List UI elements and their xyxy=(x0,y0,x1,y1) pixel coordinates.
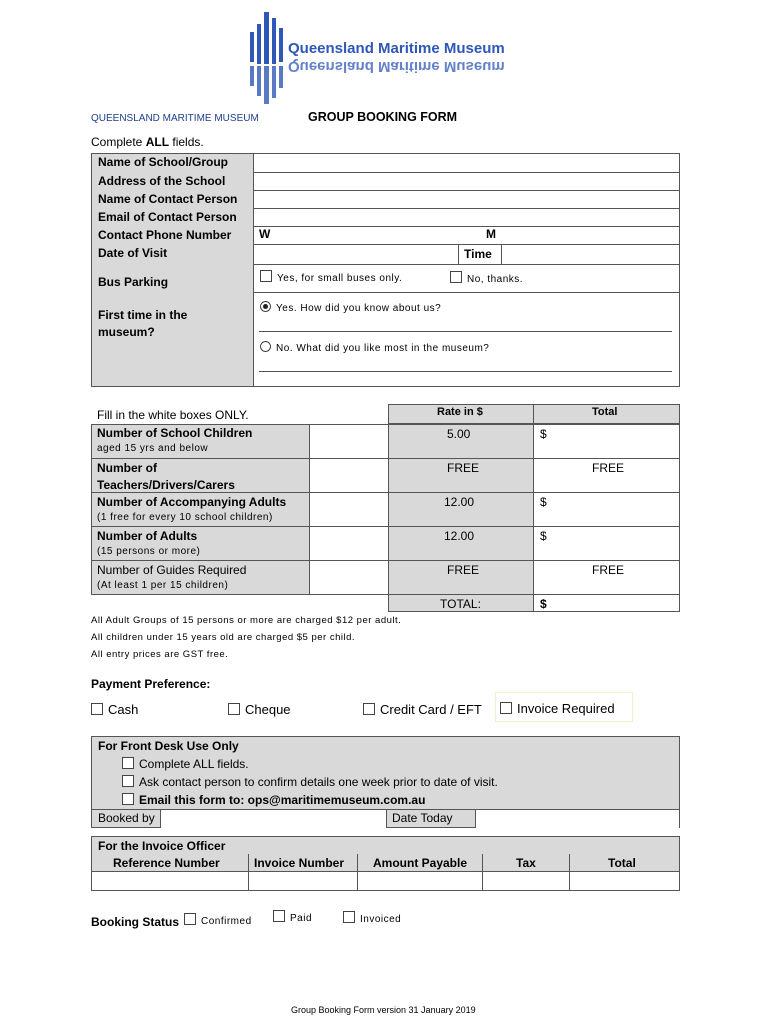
form-title: GROUP BOOKING FORM xyxy=(308,110,458,124)
accompanying-adults-count-input[interactable] xyxy=(310,493,388,526)
phone-w-label: W xyxy=(259,227,271,241)
visit-date-input[interactable] xyxy=(254,245,458,264)
grand-total-label: TOTAL: xyxy=(440,597,481,611)
total-value: $ xyxy=(540,495,547,509)
radio-icon[interactable] xyxy=(260,341,271,352)
rates-rate-column xyxy=(388,424,534,612)
checkbox-icon[interactable] xyxy=(500,702,512,714)
phone-mobile-input[interactable] xyxy=(474,227,679,244)
rate-row-school-children xyxy=(97,426,252,454)
rates-header xyxy=(388,404,680,424)
museum-logo xyxy=(248,10,518,105)
amount-payable-input[interactable] xyxy=(358,872,482,890)
row-label: Number of Teachers/Drivers/Carers xyxy=(97,461,235,492)
invoice-col-total: Total xyxy=(608,856,636,870)
row-label: Number of Accompanying Adults xyxy=(97,495,287,509)
checkbox-icon[interactable] xyxy=(363,703,375,715)
guides-count-input[interactable] xyxy=(310,561,388,594)
rate-value: 5.00 xyxy=(447,427,471,441)
row-label: Number of School Children xyxy=(97,426,253,440)
rate-value: FREE xyxy=(447,563,480,577)
logo-text-reflection: Queensland Maritime Museum xyxy=(288,58,505,75)
row-sub: (At least 1 per 15 children) xyxy=(97,580,229,591)
teachers-count-input[interactable] xyxy=(310,459,388,492)
total-value: $ xyxy=(540,427,547,441)
front-desk-item: Email this form to: ops@maritimemuseum.com.au xyxy=(122,793,425,807)
rates-note: Fill in the white boxes ONLY. xyxy=(97,408,249,422)
label-school-address: Address of the School xyxy=(98,174,226,188)
row-sub: (1 free for every 10 school children) xyxy=(97,512,273,523)
pricing-note: All Adult Groups of 15 persons or more are charged $12 per adult. xyxy=(91,615,402,626)
adults-count-input[interactable] xyxy=(310,527,388,560)
how-know-line[interactable] xyxy=(259,331,672,332)
rate-value: 12.00 xyxy=(444,529,475,543)
invoice-col-reference: Reference Number xyxy=(113,856,220,870)
invoice-col-tax: Tax xyxy=(516,856,536,870)
phone-work-input[interactable] xyxy=(254,227,474,244)
checkbox-icon[interactable] xyxy=(450,271,462,283)
checkbox-icon[interactable] xyxy=(184,913,196,925)
footer-version: Group Booking Form version 31 January 2019 xyxy=(291,1005,476,1015)
status-paid-option[interactable]: Paid xyxy=(273,910,312,924)
radio-selected-icon[interactable] xyxy=(260,301,271,312)
label-school-name: Name of School/Group xyxy=(98,155,229,169)
rates-total-column xyxy=(533,424,680,612)
checkbox-icon[interactable] xyxy=(122,775,134,787)
checkbox-icon[interactable] xyxy=(91,703,103,715)
row-label: Number of Guides Required xyxy=(97,563,247,577)
phone-m-label: M xyxy=(486,227,496,241)
liked-most-line[interactable] xyxy=(259,371,672,372)
front-desk-item: Ask contact person to confirm details one week prior to date of visit. xyxy=(122,775,498,789)
checkbox-icon[interactable] xyxy=(273,910,285,922)
payment-invoice-option[interactable]: Invoice Required xyxy=(495,692,633,722)
school-children-count-input[interactable] xyxy=(310,425,388,458)
rate-header: Rate in $ xyxy=(437,406,483,418)
row-sub: (15 persons or more) xyxy=(97,546,201,557)
bus-yes-option[interactable]: Yes, for small buses only. xyxy=(260,270,402,284)
time-label: Time xyxy=(464,247,492,261)
payment-cash-option[interactable]: Cash xyxy=(91,702,138,717)
invoice-col-amount: Amount Payable xyxy=(373,856,468,870)
booking-status-label: Booking Status xyxy=(91,915,180,929)
rate-row-accompanying-adults xyxy=(97,495,286,523)
status-invoiced-option[interactable]: Invoiced xyxy=(343,911,401,925)
first-time-no-option[interactable]: No. What did you like most in the museum? xyxy=(260,341,489,354)
front-desk-item: Complete ALL fields. xyxy=(122,757,249,771)
payment-cheque-option[interactable]: Cheque xyxy=(228,702,291,717)
visit-time-input[interactable] xyxy=(502,245,679,264)
booked-by-input[interactable] xyxy=(161,810,386,828)
pricing-note: All children under 15 years old are charged $5 per child. xyxy=(91,632,356,643)
invoice-col-invoice-number: Invoice Number xyxy=(254,856,345,870)
contact-name-input[interactable] xyxy=(254,191,679,208)
bus-no-option[interactable]: No, thanks. xyxy=(450,271,523,285)
label-first-time: First time in the museum? xyxy=(98,308,188,339)
date-today-input[interactable] xyxy=(476,810,679,828)
school-name-input[interactable] xyxy=(254,154,679,172)
checkbox-icon[interactable] xyxy=(260,270,272,282)
intro-text: Complete ALL fields. xyxy=(91,135,204,149)
org-name: QUEENSLAND MARITIME MUSEUM xyxy=(91,113,259,124)
pricing-note: All entry prices are GST free. xyxy=(91,649,229,660)
rate-row-guides xyxy=(97,563,246,591)
label-bus-parking: Bus Parking xyxy=(98,275,169,289)
checkbox-icon[interactable] xyxy=(228,703,240,715)
total-input[interactable] xyxy=(570,872,679,890)
total-header: Total xyxy=(592,406,618,418)
rate-value: FREE xyxy=(447,461,480,475)
date-today-label: Date Today xyxy=(392,811,453,825)
invoice-number-input[interactable] xyxy=(249,872,357,890)
checkbox-icon[interactable] xyxy=(343,911,355,923)
label-visit-date: Date of Visit xyxy=(98,246,168,260)
invoice-title: For the Invoice Officer xyxy=(98,839,226,853)
row-label: Number of Adults xyxy=(97,529,198,543)
label-contact-email: Email of Contact Person xyxy=(98,210,237,224)
row-sub: aged 15 yrs and below xyxy=(97,443,209,454)
label-contact-name: Name of Contact Person xyxy=(98,192,238,206)
total-value: FREE xyxy=(592,461,625,475)
status-confirmed-option[interactable]: Confirmed xyxy=(184,913,252,927)
reference-number-input[interactable] xyxy=(92,872,248,890)
contact-email-input[interactable] xyxy=(254,209,679,226)
checkbox-icon[interactable] xyxy=(122,757,134,769)
tax-input[interactable] xyxy=(483,872,569,890)
payment-card-option[interactable]: Credit Card / EFT xyxy=(363,702,482,717)
checkbox-icon[interactable] xyxy=(122,793,134,805)
rate-row-adults xyxy=(97,529,200,557)
grand-total-value: $ xyxy=(540,597,547,611)
logo-bars-icon xyxy=(248,10,292,105)
rate-row-teachers xyxy=(97,460,297,494)
total-value: FREE xyxy=(592,563,625,577)
label-contact-phone: Contact Phone Number xyxy=(98,228,232,242)
school-address-input[interactable] xyxy=(254,173,679,190)
logo-text: Queensland Maritime Museum xyxy=(288,40,505,57)
booked-by-label: Booked by xyxy=(98,811,155,825)
first-time-yes-option[interactable]: Yes. How did you know about us? xyxy=(260,301,441,314)
rate-value: 12.00 xyxy=(444,495,475,509)
payment-title: Payment Preference: xyxy=(91,677,211,691)
total-value: $ xyxy=(540,529,547,543)
front-desk-title: For Front Desk Use Only xyxy=(98,739,239,753)
